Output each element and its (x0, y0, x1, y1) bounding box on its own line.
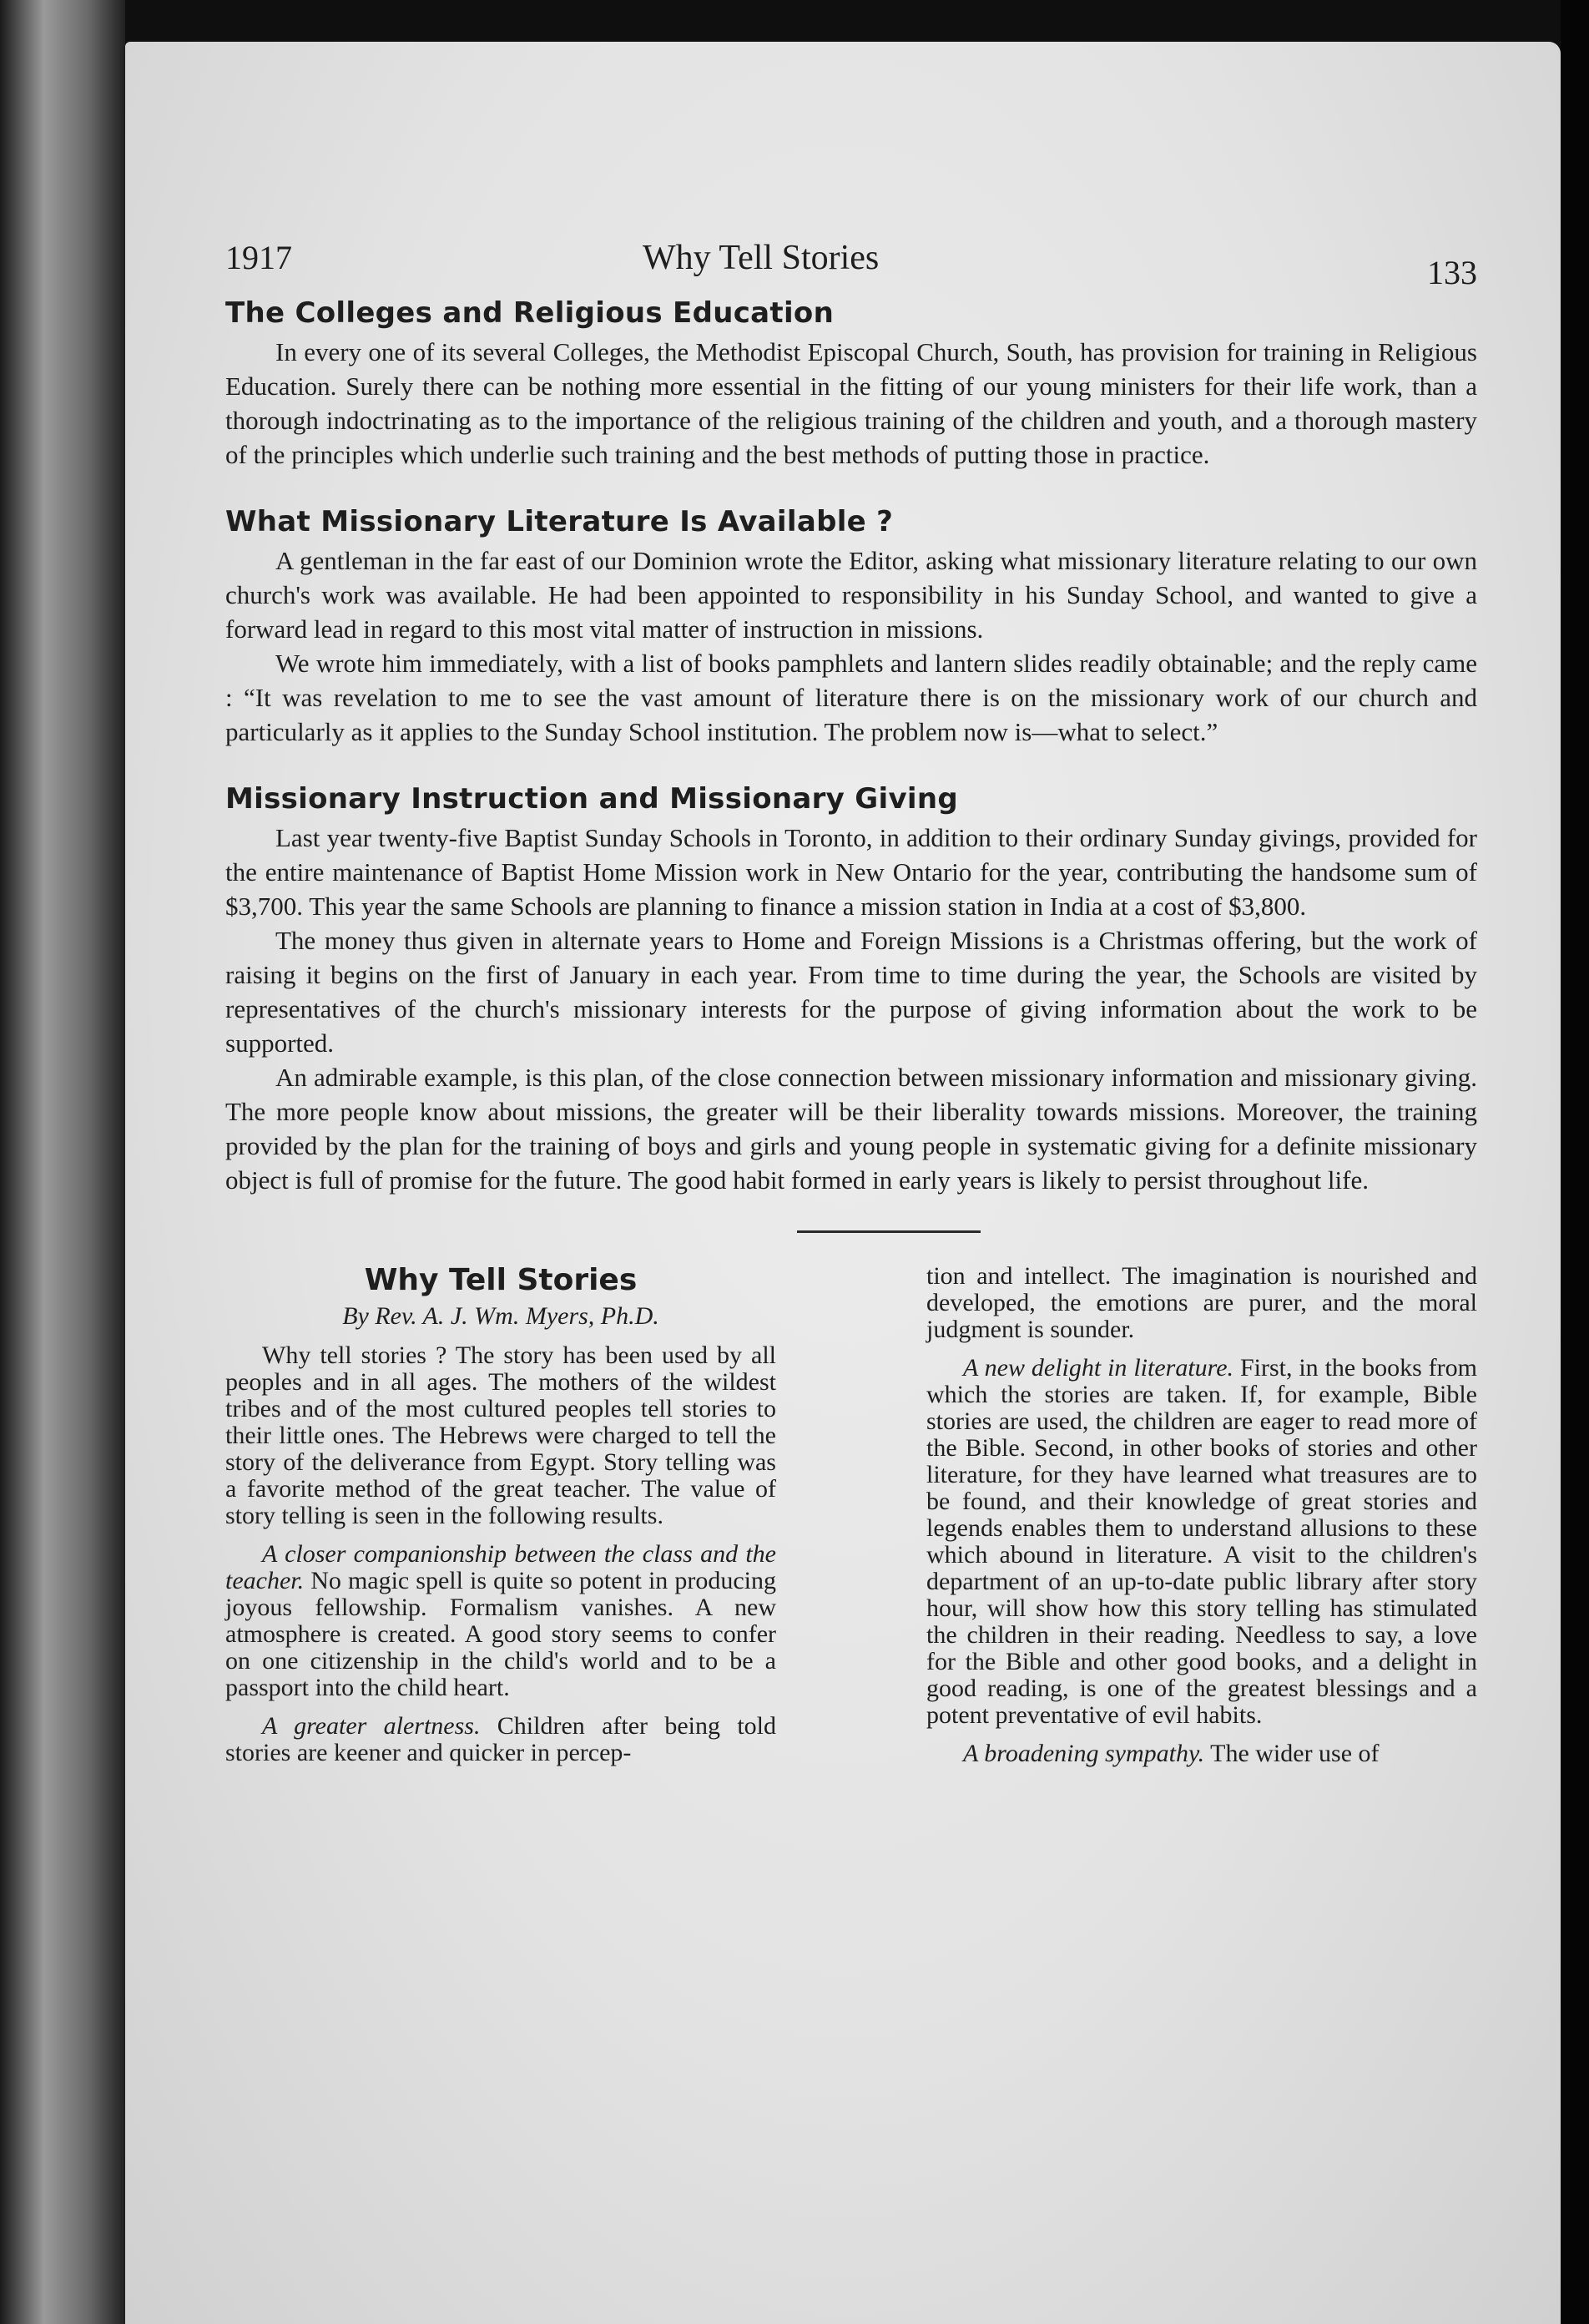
book-gutter (0, 0, 125, 2324)
point-text: Children after being told stories are keener and quicker in percep- (225, 1712, 776, 1766)
section-divider (797, 1230, 981, 1233)
point-text: The wider use of (1204, 1740, 1380, 1767)
paragraph: An admirable example, is this plan, of the close connection between missionary information and missionary giving. The more people know about missions, the greater will be their liberality towards missions. Moreover, the training provided by the plan for the training of boys and girls and young people in systematic giving for a definite missionary object is full of promise for the future. The good habit formed in early years is likely to persist throughout life. (225, 1063, 1477, 1195)
section-heading: The Colleges and Religious Education (225, 296, 835, 330)
article-point (225, 1541, 776, 1701)
article-point (225, 1713, 776, 1766)
article-title: Why Tell Stories (364, 1263, 638, 1297)
section-heading: Missionary Instruction and Missionary Giving (225, 782, 959, 816)
scan-border (1561, 0, 1589, 2324)
page-content (225, 230, 1477, 1779)
article-point (926, 1740, 1477, 1767)
book-page (125, 42, 1561, 2324)
section-missionary-giving (225, 782, 1477, 1197)
page-number: 133 (1427, 254, 1477, 291)
article-columns (225, 1263, 1477, 1779)
point-text: First, in the books from which the stories are taken. If, for example, Bible stories are used, the children are eager to read more of the Bible. Second, in other books of stories and other literature, for they have learned what treasures are to be found, and their knowledge of great stories and legends enables them to understand allusions to these which abound in literature. A visit to the children's department of an up-to-date public library after story hour, will show how this story telling has stimulated the children in their reading. Needless to say, a love for the Bible and other good books, and a delight in good reading, is one of the greatest blessings and a potent preventative of evil habits. (926, 1354, 1477, 1729)
point-lead: A broadening sympathy. (963, 1740, 1205, 1767)
section-colleges (225, 296, 1477, 472)
section-missionary-literature (225, 505, 1477, 749)
section-heading: What Missionary Literature Is Available ? (225, 505, 894, 538)
article-byline: By Rev. A. J. Wm. Myers, Ph.D. (342, 1302, 659, 1330)
paragraph: A gentleman in the far east of our Dominion wrote the Editor, asking what missionary literature relating to our own church's work was available. He had been appointed to responsibility in his Sunday School, and wanted to give a forward lead in regard to this most vital matter of instruction in missions. (225, 546, 1477, 644)
column-right (926, 1263, 1477, 1779)
point-lead: A closer companionship between the class and the teacher. (225, 1540, 776, 1594)
article-continuation: tion and intellect. The imagination is nourished and developed, the emotions are purer, and the moral judgment is sounder. (926, 1262, 1477, 1343)
point-lead: A greater alertness. (262, 1712, 481, 1740)
paragraph: The money thus given in alternate years to Home and Foreign Missions is a Christmas offering, but the work of raising it begins on the first of January in each year. From time to time during the year, the Schools are visited by representatives of the church's missionary interests for the purpose of giving information about the work to be supported. (225, 926, 1477, 1058)
article-intro: Why tell stories ? The story has been used by all peoples and in all ages. The mothers of the wildest tribes and of the most cultured peoples tell stories to their little ones. The Hebrews were charged to tell the story of the deliverance from Egypt. Story telling was a favorite method of the great teacher. The value of story telling is seen in the following results. (225, 1341, 776, 1529)
running-head (225, 230, 1477, 291)
article-point (926, 1355, 1477, 1729)
point-text: No magic spell is quite so potent in producing joyous fellowship. Formalism vanishes. A new atmosphere is created. A good story seems to confer on one citizenship in the child's world and to be a passport into the child heart. (225, 1567, 776, 1701)
running-head-year: 1917 (225, 239, 292, 276)
point-lead: A new delight in literature. (963, 1354, 1234, 1382)
paragraph: In every one of its several Colleges, the Methodist Episcopal Church, South, has provision for training in Religious Education. Surely there can be nothing more essential in the fitting of our young ministers for their life work, than a thorough indoctrinating as to the importance of the religious training of the children and youth, and a thorough mastery of the principles which underlie such training and the best methods of putting those in practice. (225, 337, 1477, 469)
paragraph: We wrote him immediately, with a list of books pamphlets and lantern slides readily obtainable; and the reply came : “It was revelation to me to see the vast amount of literature there is on the missionary work of our church and particularly as it applies to the Sunday School institution. The problem now is—what to select.” (225, 649, 1477, 746)
column-left (225, 1263, 776, 1779)
running-head-title: Why Tell Stories (643, 239, 880, 277)
paragraph: Last year twenty-five Baptist Sunday Schools in Toronto, in addition to their ordinary Sunday givings, provided for the entire maintenance of Baptist Home Mission work in New Ontario for the year, contributing the handsome sum of $3,700. This year the same Schools are planning to finance a mission station in India at a cost of $3,800. (225, 823, 1477, 921)
